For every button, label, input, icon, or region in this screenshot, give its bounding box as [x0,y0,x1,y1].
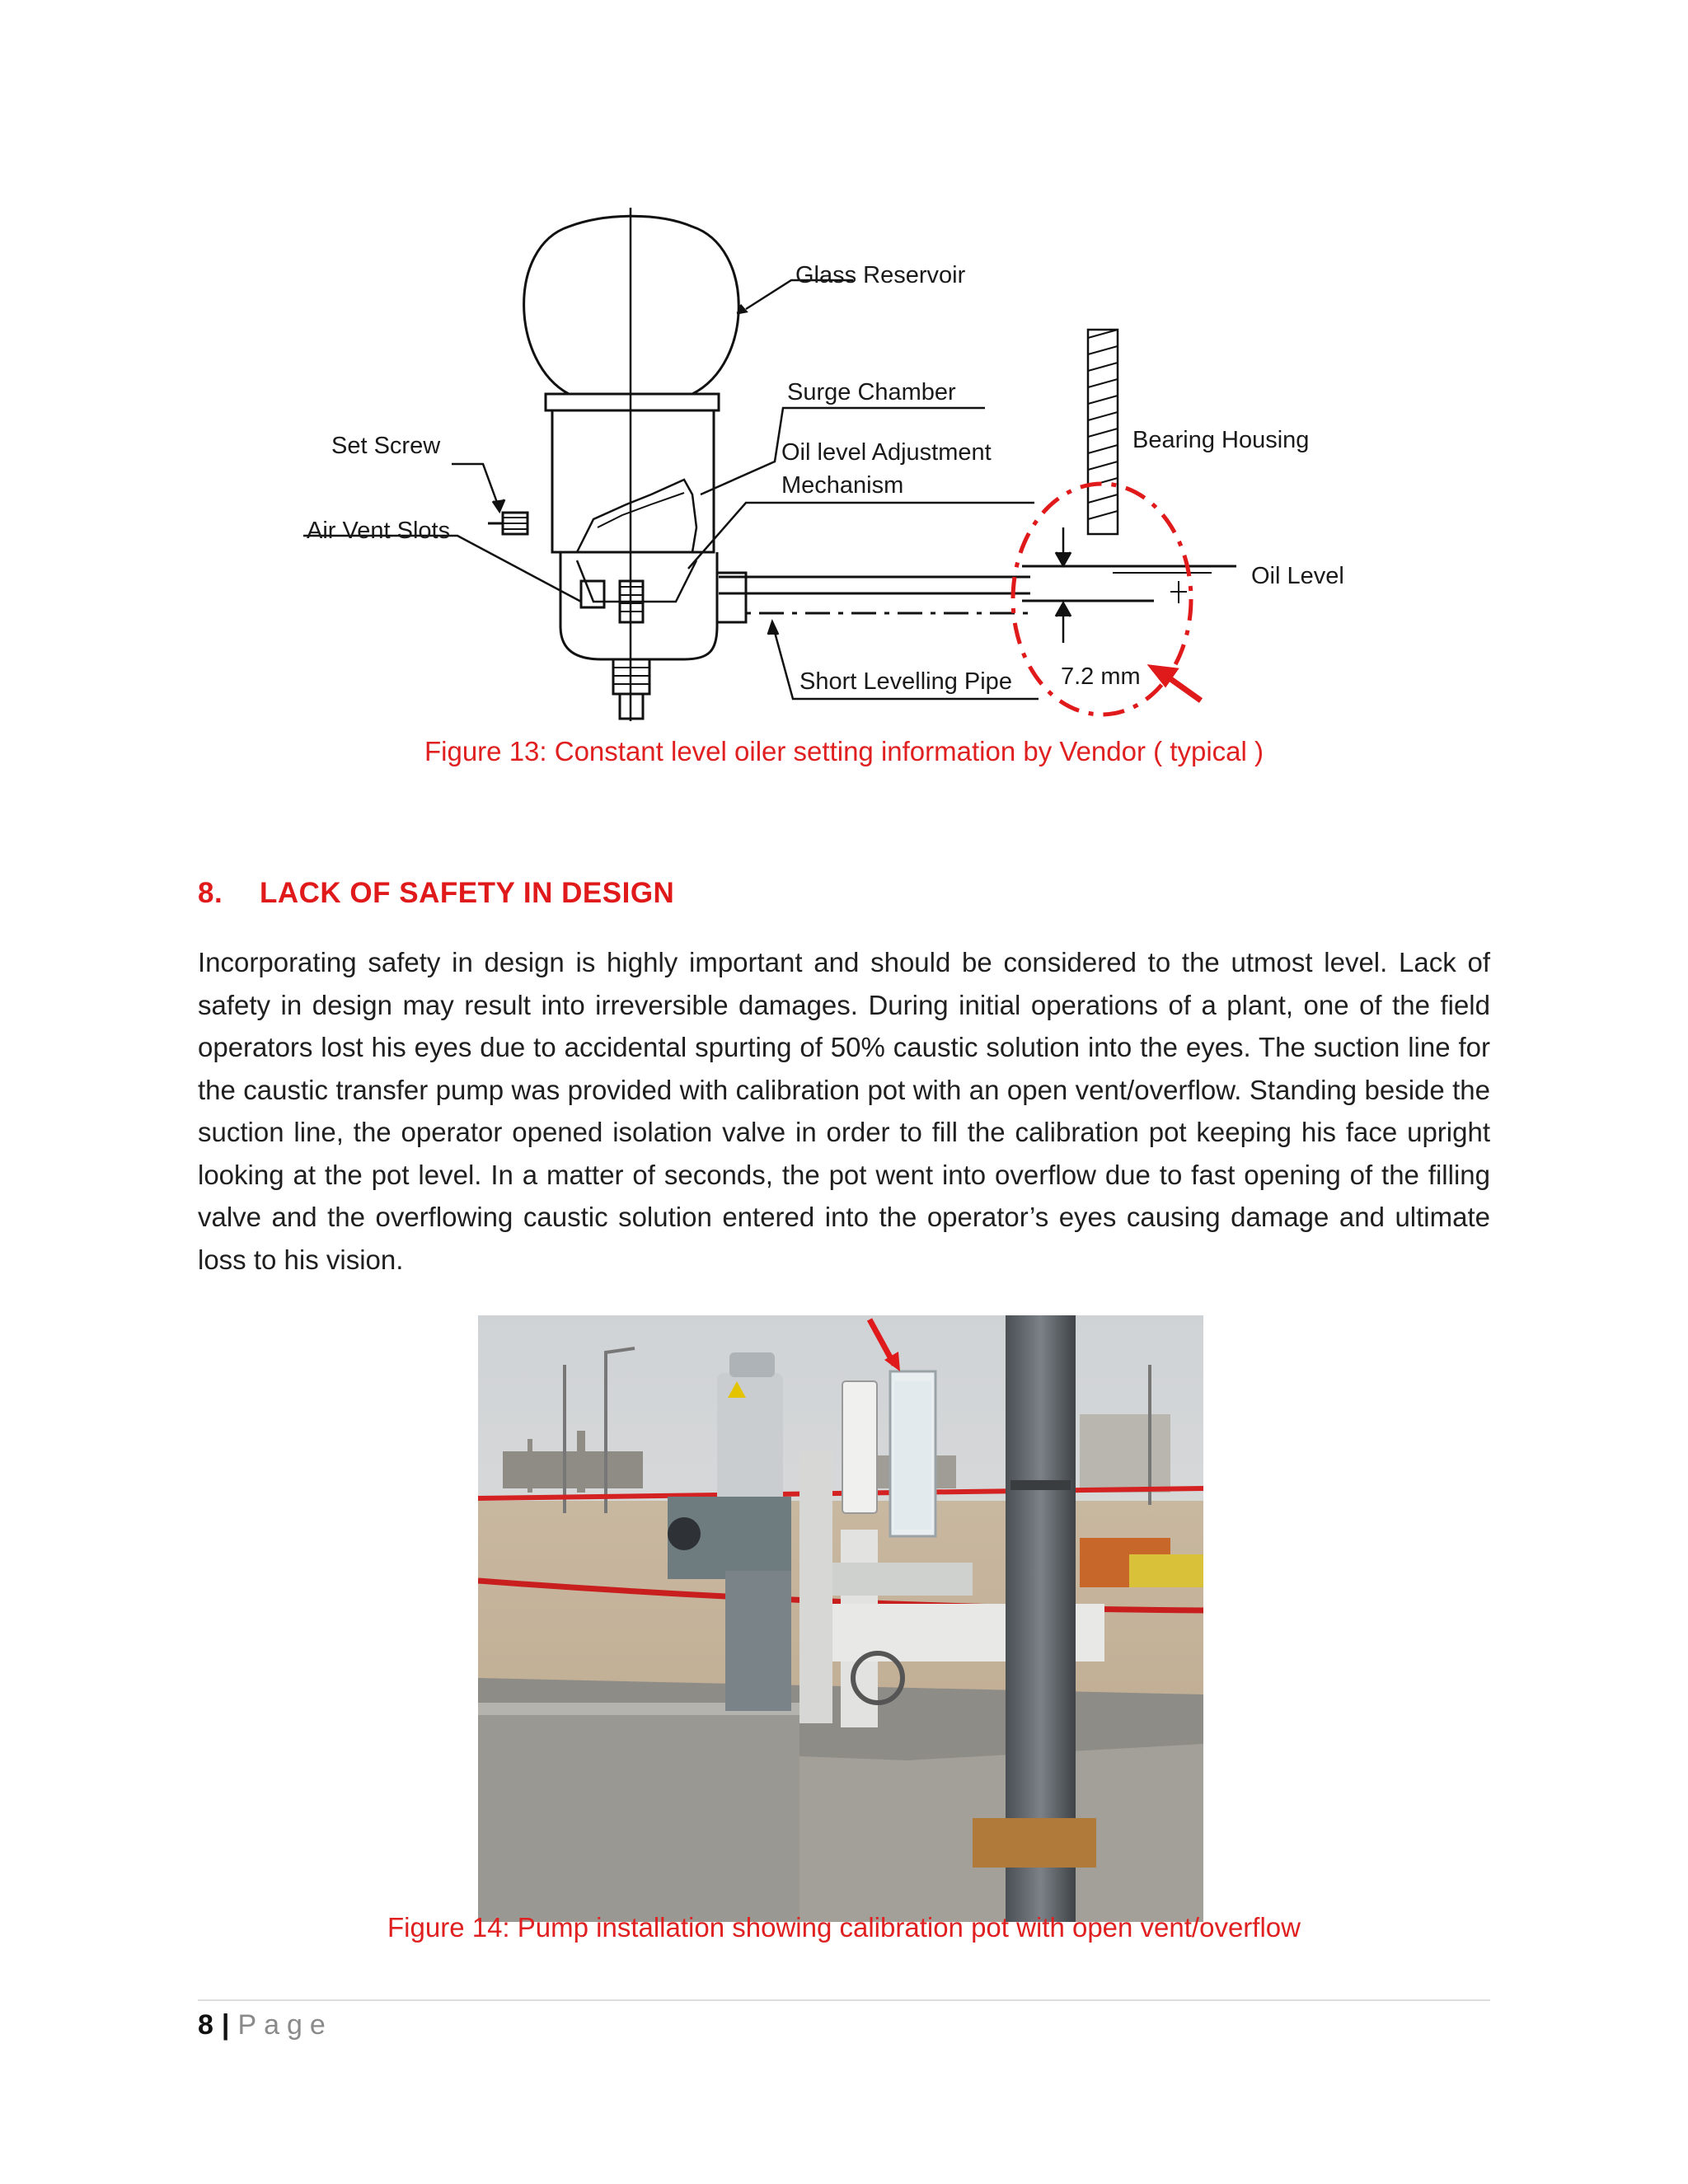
section-heading [198,877,674,910]
figure-13-oiler-diagram [288,202,1368,729]
set-screw-label: Set Screw [331,433,441,459]
section-number: 8. [198,877,223,909]
figure-13-caption: Figure 13: Constant level oiler setting information by Vendor ( typical ) [424,736,1264,766]
footer-separator: | [221,2009,230,2041]
page-word: Page [237,2009,333,2041]
dimension-label: 7.2 mm [1061,663,1141,690]
body-paragraph: Incorporating safety in design is highly important and should be considered to the utmost level. Lack of safety in design may result into irreversible damages. During initial operations of a plant, one of the field operators lost his eyes due to accidental spurting of 50% caustic solution into the eyes. The suction line for the caustic transfer pump was provided with calibration pot with an open vent/overflow. Standing beside the suction line, the operator opened isolation valve in order to fill the calibration pot keeping his face upright looking at the pot level. In a matter of seconds, the pot went into overflow due to fast opening of the filling valve and the overflowing caustic solution entered into the operator’s eyes causing damage and ultimate loss to his vision. [198,947,1490,1275]
oil-level-adjustment-label-line2: Mechanism [781,472,904,499]
oil-level-label: Oil Level [1251,563,1344,589]
figure-14-pump-photo [478,1315,1203,1922]
bearing-housing-label: Bearing Housing [1132,427,1310,453]
footer-divider [198,1999,1490,2001]
page-number: 8 [198,2009,213,2041]
short-levelling-pipe-label: Short Levelling Pipe [799,668,1012,695]
oil-level-adjustment-label: Oil level Adjustment [781,439,992,466]
figure-14-caption: Figure 14: Pump installation showing calibration pot with open vent/overflow [387,1912,1301,1943]
surge-chamber-label: Surge Chamber [787,379,956,405]
glass-reservoir-label: Glass Reservoir [795,262,966,288]
section-title: LACK OF SAFETY IN DESIGN [260,877,675,909]
page-footer [198,2009,333,2041]
air-vent-slots-label: Air Vent Slots [307,518,451,544]
